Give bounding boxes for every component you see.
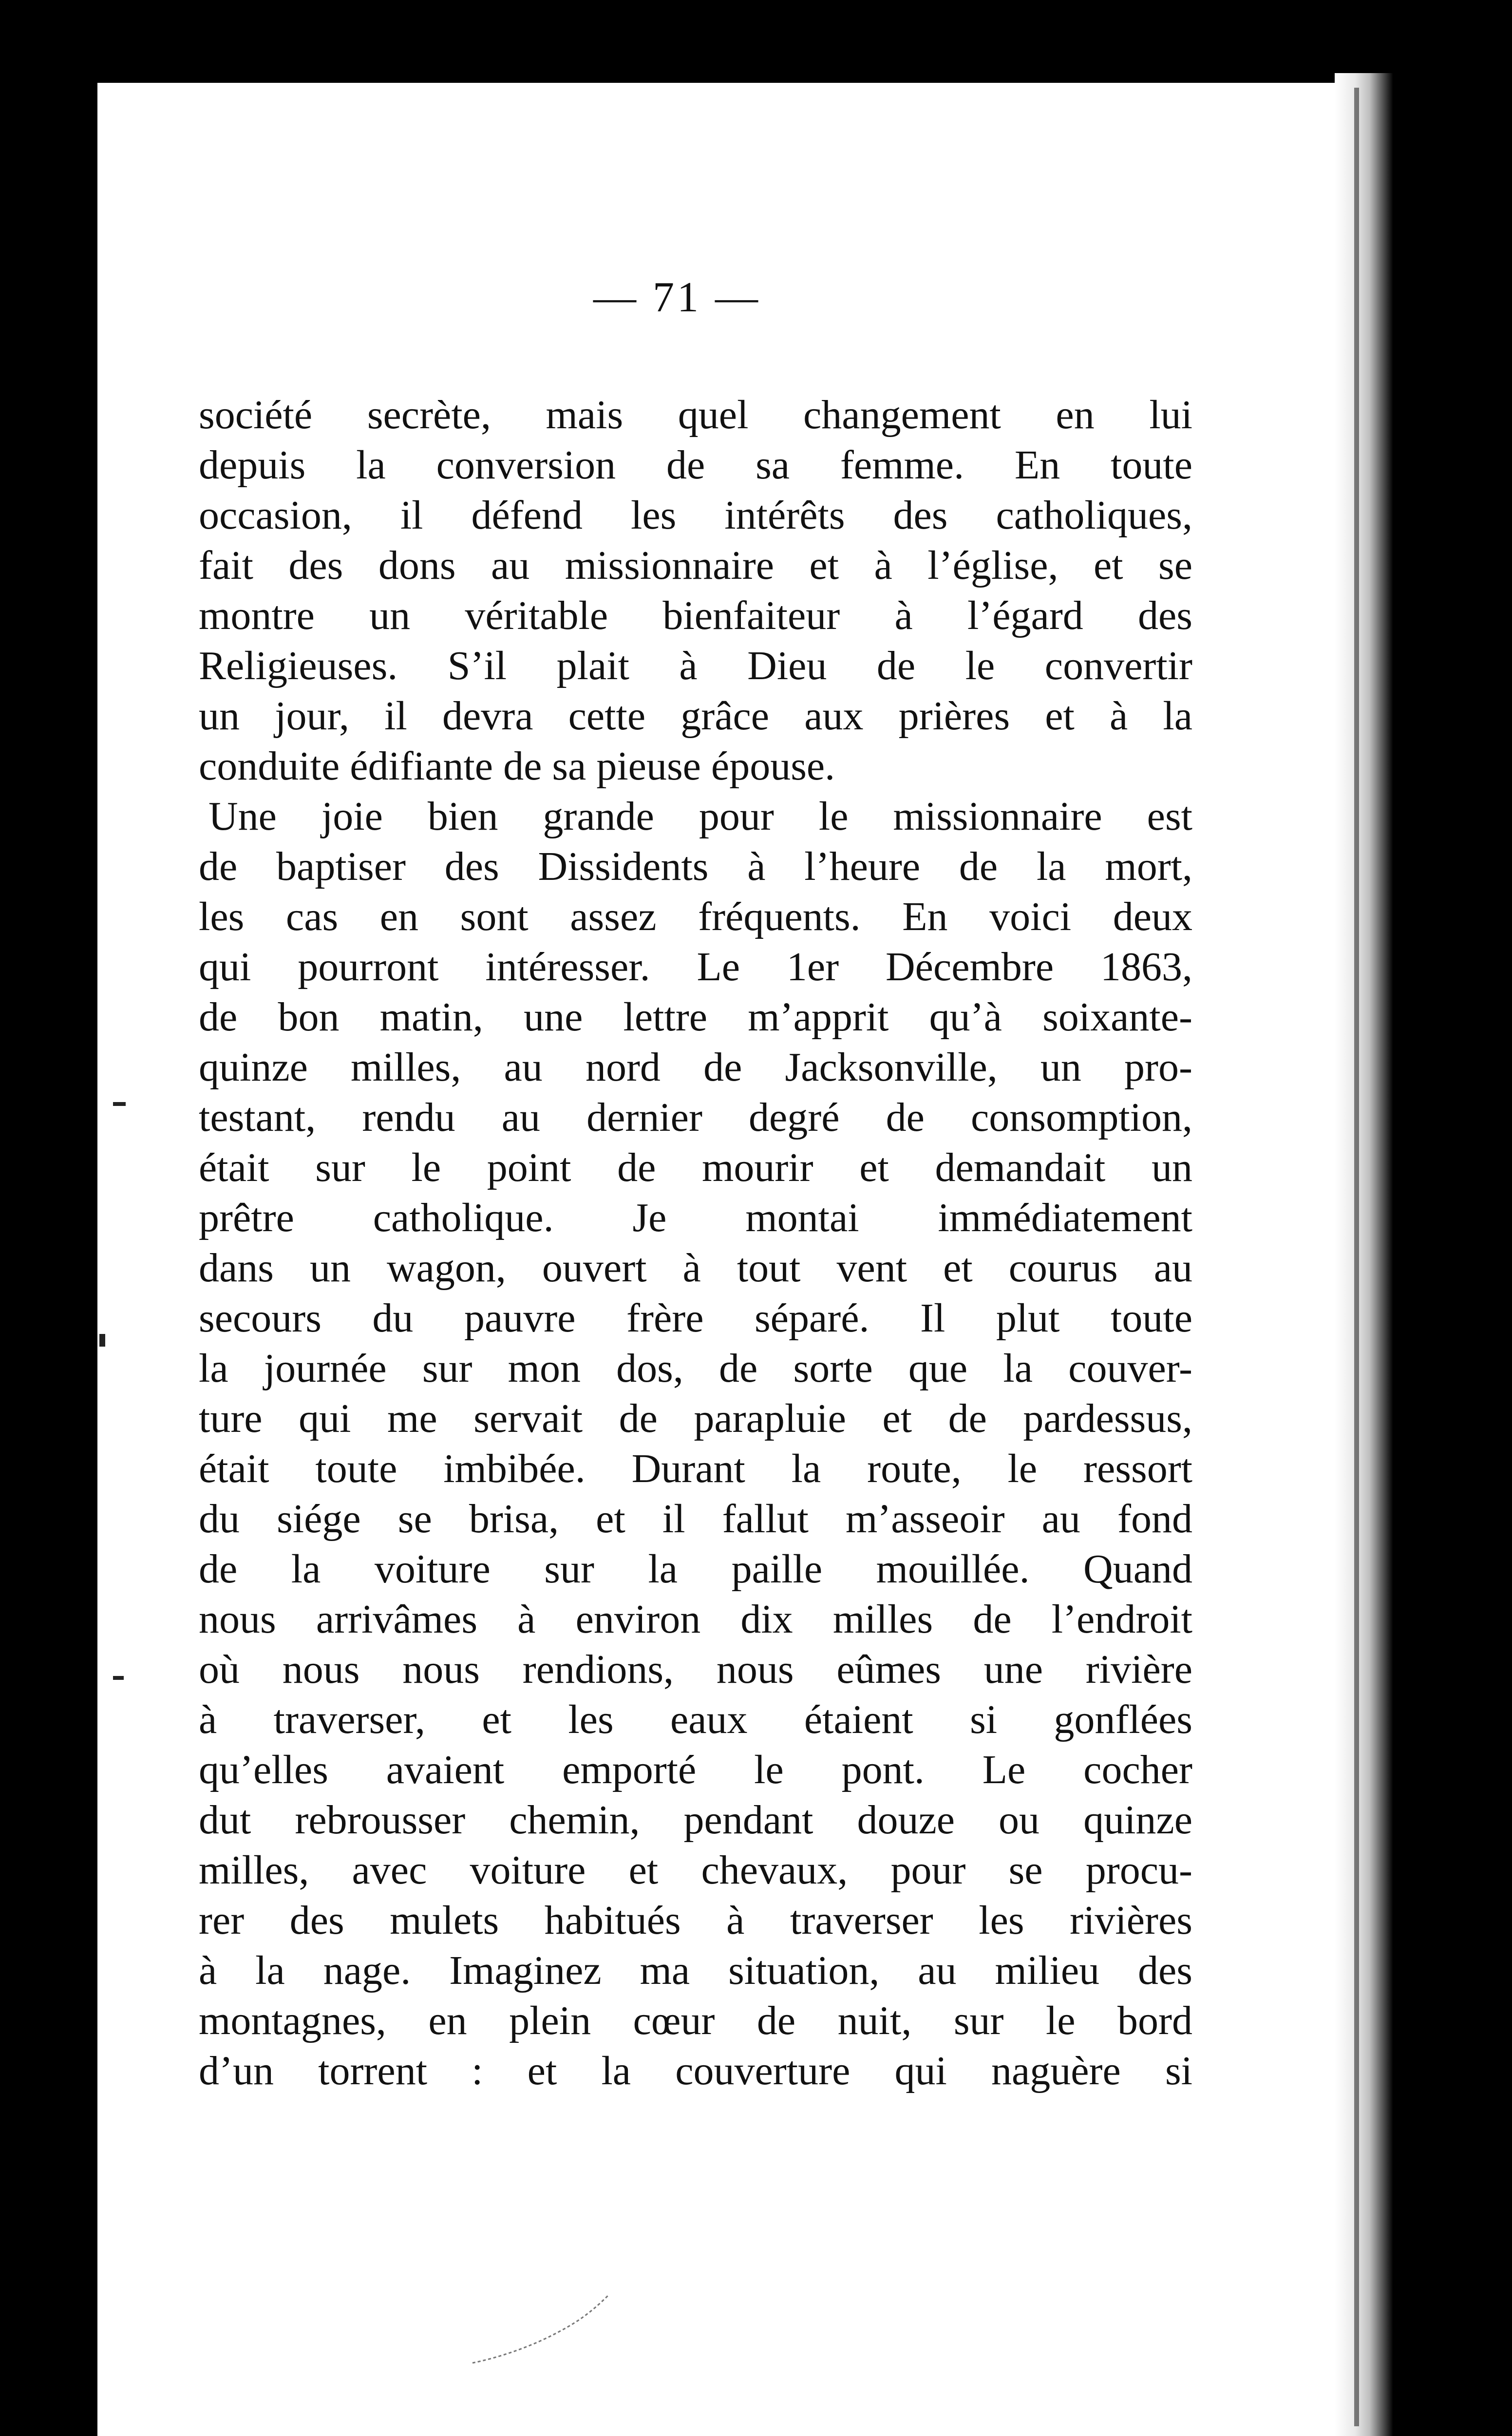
text-line: montagnes, en plein cœur de nuit, sur le bord xyxy=(199,1998,1192,2043)
text-line: fait des dons au missionnaire et à l’église, et se xyxy=(199,543,1192,588)
text-line: ture qui me servait de parapluie et de pardessus, xyxy=(199,1396,1192,1441)
text-line: était sur le point de mourir et demandait un xyxy=(199,1145,1192,1190)
text-line: dut rebrousser chemin, pendant douze ou quinze xyxy=(199,1797,1192,1843)
text-line: quinze milles, au nord de Jacksonville, un pro- xyxy=(199,1045,1192,1090)
text-line: du siége se brisa, et il fallut m’asseoir au fond xyxy=(199,1496,1192,1542)
text-line: prêtre catholique. Je montai immédiatement xyxy=(199,1195,1192,1240)
pencil-mark xyxy=(468,2285,614,2368)
text-line: qu’elles avaient emporté le pont. Le cocher xyxy=(199,1747,1192,1792)
text-line: où nous nous rendions, nous eûmes une rivière xyxy=(199,1647,1192,1692)
text-line: société secrète, mais quel changement en lui xyxy=(199,392,1192,438)
body-text xyxy=(199,390,1192,2096)
text-line: la journée sur mon dos, de sorte que la couver- xyxy=(199,1346,1192,1391)
margin-tick-mark xyxy=(99,1334,105,1347)
text-line: milles, avec voiture et chevaux, pour se procu- xyxy=(199,1847,1192,1893)
text-line: d’un torrent : et la couverture qui naguère si xyxy=(199,2048,1192,2093)
text-line: montre un véritable bienfaiteur à l’égard des xyxy=(199,593,1192,638)
text-line: de baptiser des Dissidents à l’heure de la mort, xyxy=(199,844,1192,889)
page-number: — 71 — xyxy=(593,274,761,321)
text-line: Une joie bien grande pour le missionnaire est xyxy=(208,794,1192,839)
text-line: les cas en sont assez fréquents. En voici deux xyxy=(199,894,1192,939)
text-line: dans un wagon, ouvert à tout vent et courus au xyxy=(199,1245,1192,1291)
text-line: de bon matin, une lettre m’apprit qu’à soixante- xyxy=(199,994,1192,1040)
margin-tick-mark xyxy=(113,1102,126,1106)
text-line: conduite édifiante de sa pieuse épouse. xyxy=(199,743,835,789)
margin-tick-mark xyxy=(113,1676,124,1680)
text-line: était toute imbibée. Durant la route, le ressort xyxy=(199,1446,1192,1491)
text-line: nous arrivâmes à environ dix milles de l’endroit xyxy=(199,1597,1192,1642)
text-line: qui pourront intéresser. Le 1er Décembre 1863, xyxy=(199,944,1192,990)
text-line: de la voiture sur la paille mouillée. Quand xyxy=(199,1546,1192,1592)
page-edge-line xyxy=(1354,88,1359,2426)
text-line: à la nage. Imaginez ma situation, au milieu des xyxy=(199,1948,1192,1993)
text-line: rer des mulets habitués à traverser les rivières xyxy=(199,1898,1192,1943)
text-line: à traverser, et les eaux étaient si gonflées xyxy=(199,1697,1192,1742)
text-line: secours du pauvre frère séparé. Il plut toute xyxy=(199,1295,1192,1341)
text-line: occasion, il défend les intérêts des catholiques, xyxy=(199,493,1192,538)
text-line: testant, rendu au dernier degré de consomption, xyxy=(199,1095,1192,1140)
text-line: depuis la conversion de sa femme. En toute xyxy=(199,442,1192,488)
page-edge-shadow xyxy=(1335,73,1393,2436)
text-line: un jour, il devra cette grâce aux prières et à la xyxy=(199,693,1192,739)
text-line: Religieuses. S’il plait à Dieu de le convertir xyxy=(199,643,1192,688)
